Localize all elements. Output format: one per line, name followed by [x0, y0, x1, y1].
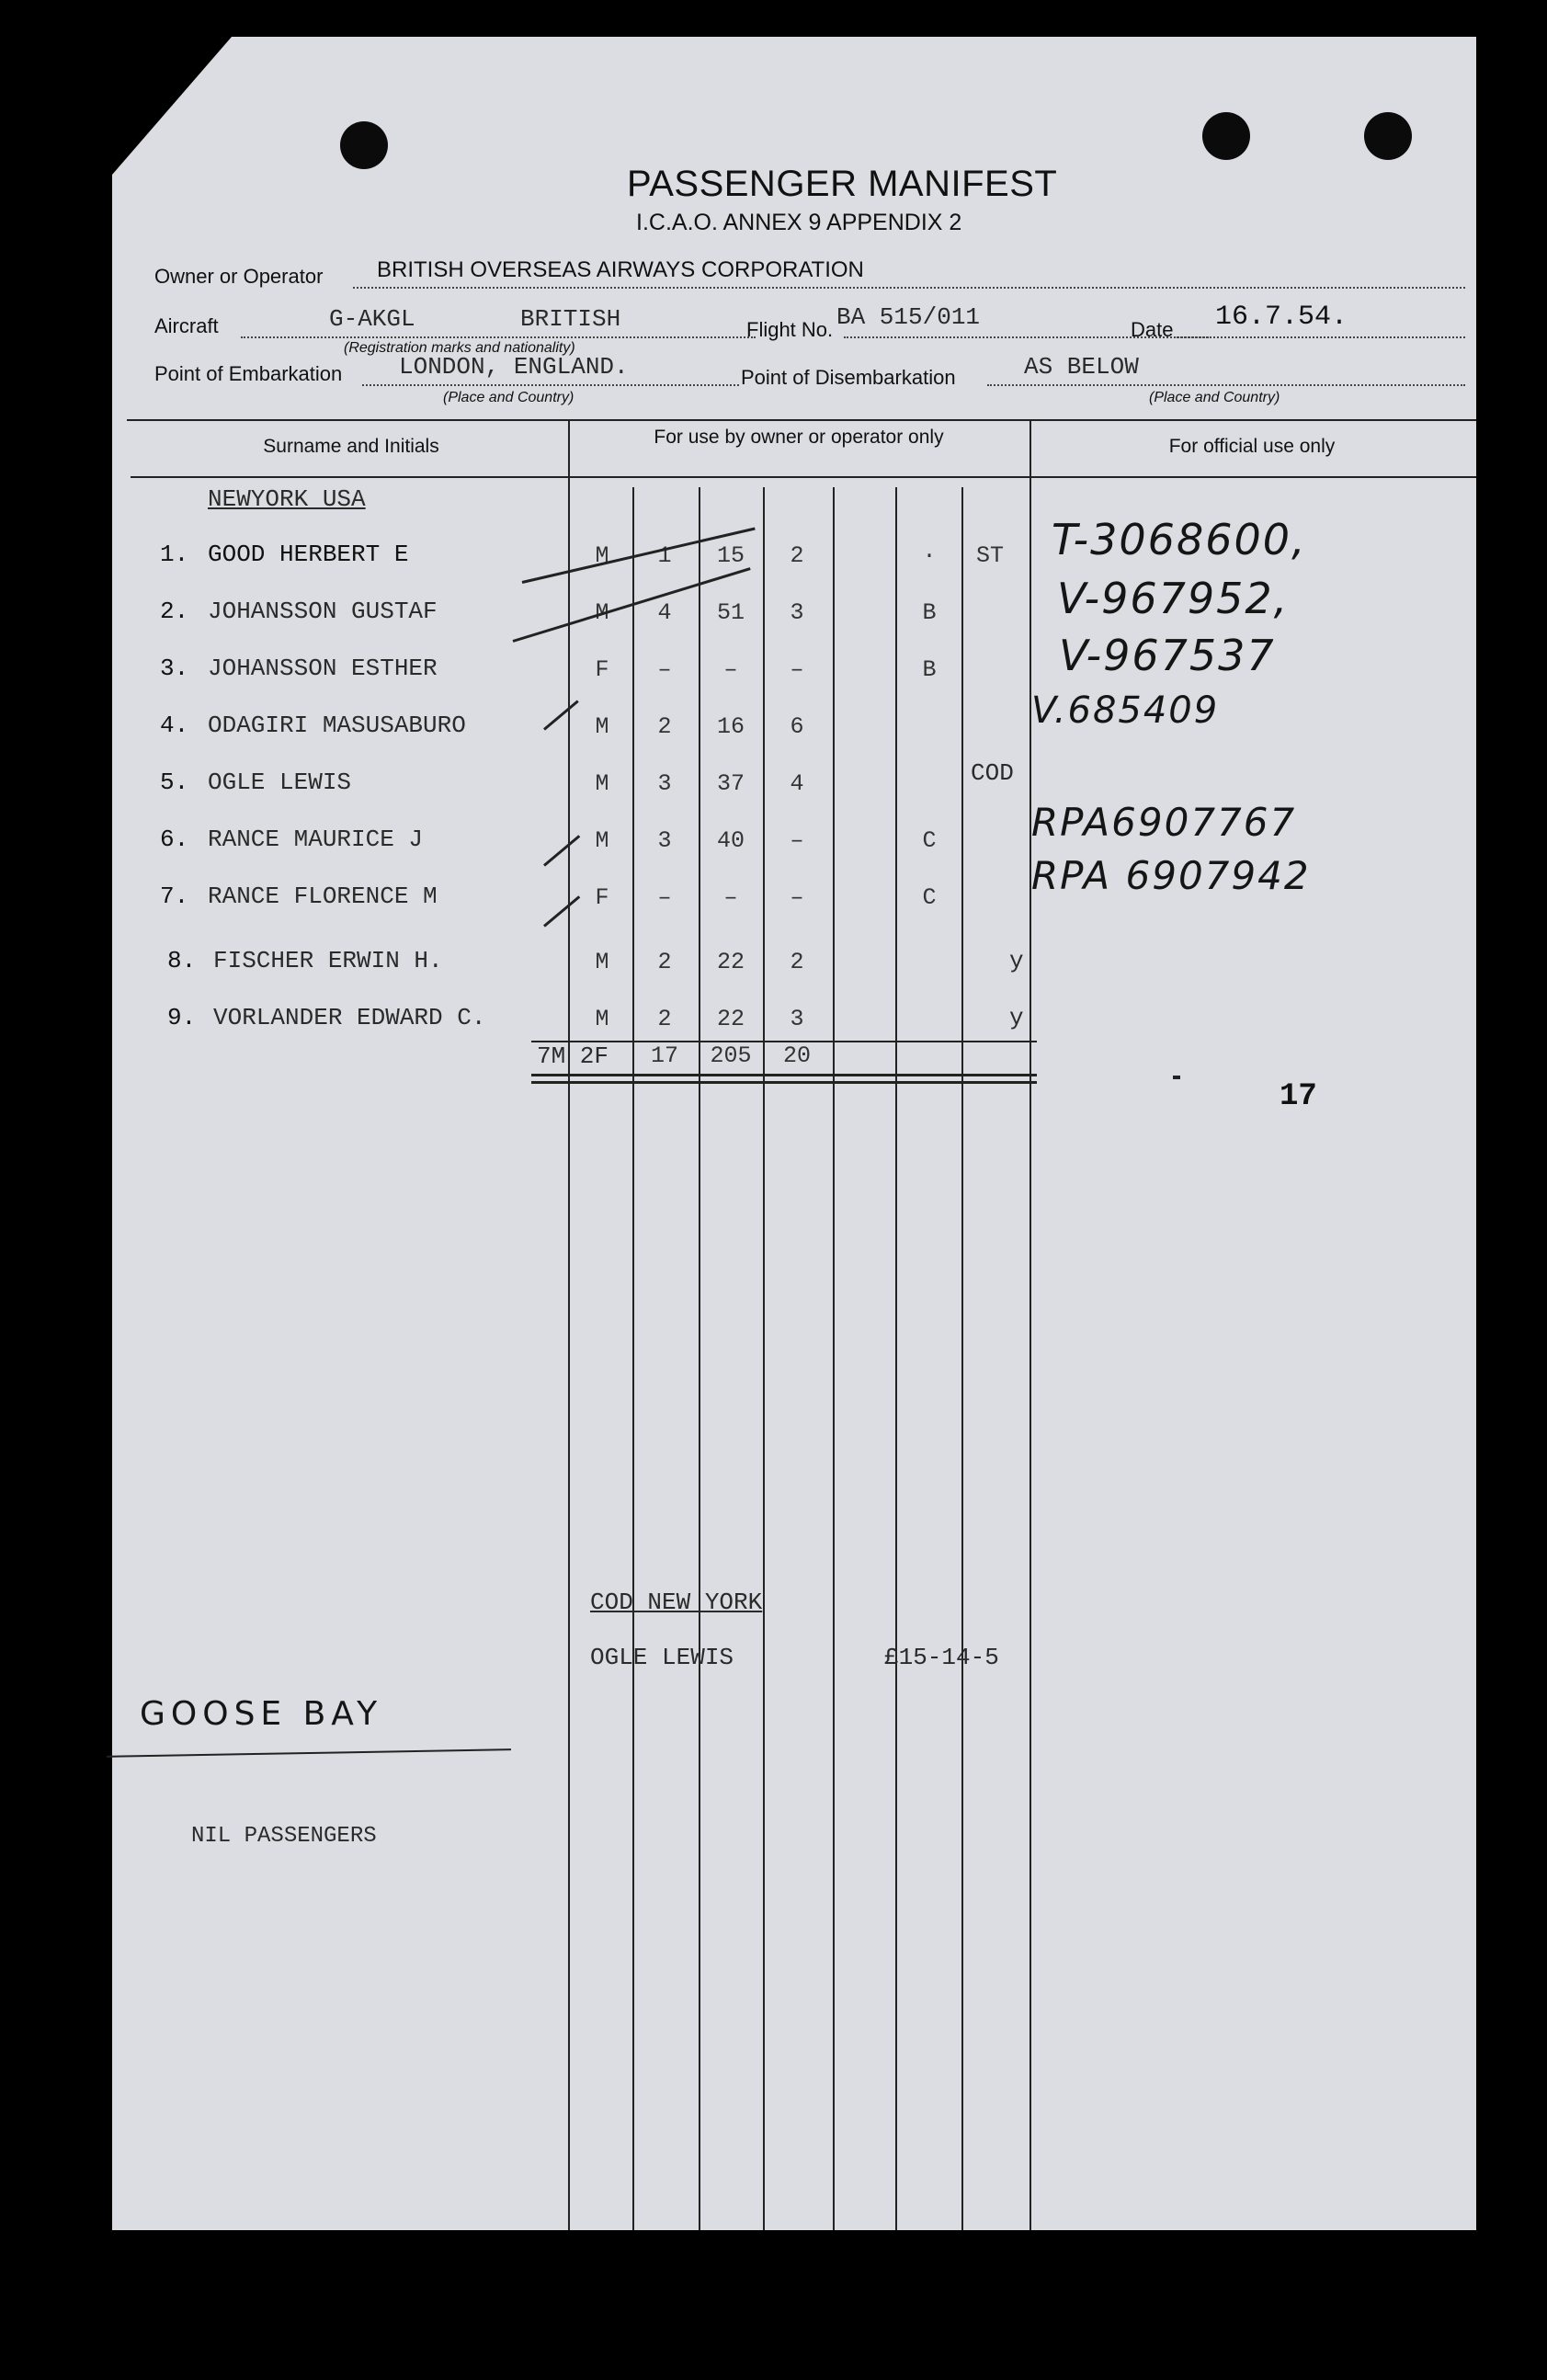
punch-hole-right	[1364, 112, 1412, 160]
col-divider-1	[632, 487, 634, 2230]
passenger-col3: –	[790, 656, 804, 683]
passenger-sex: F	[595, 884, 609, 911]
passenger-col2: –	[723, 884, 738, 911]
aircraft-line	[241, 336, 756, 338]
page-subtitle: I.C.A.O. ANNEX 9 APPENDIX 2	[636, 210, 962, 235]
passenger-col5: B	[922, 656, 937, 683]
date-value: 16.7.54.	[1215, 302, 1348, 333]
owner-label: Owner or Operator	[154, 265, 324, 288]
totals-double-rule-1	[531, 1074, 1037, 1076]
aircraft-registration: G-AKGL	[329, 305, 415, 333]
header-bottom-rule	[131, 476, 1476, 478]
embark-note: (Place and Country)	[443, 390, 574, 405]
passenger-col3: 4	[790, 770, 804, 797]
passenger-col5: C	[922, 827, 937, 854]
goose-bay-note: NIL PASSENGERS	[191, 1824, 377, 1849]
aircraft-nationality: BRITISH	[520, 305, 621, 333]
passenger-col2: –	[723, 656, 738, 683]
manifest-page	[112, 37, 1476, 2230]
passenger-col1: –	[657, 656, 672, 683]
totals-double-rule-2	[531, 1081, 1037, 1084]
col-divider-3	[763, 487, 765, 2230]
passenger-name: JOHANSSON ESTHER	[208, 655, 438, 682]
passenger-col5: B	[922, 599, 937, 626]
passenger-col3: 2	[790, 949, 804, 975]
col-divider-6	[961, 487, 963, 2230]
passenger-col3: 2	[790, 542, 804, 569]
passenger-col1: 2	[657, 713, 672, 740]
embark-value: LONDON, ENGLAND.	[399, 353, 629, 381]
passenger-name: FISCHER ERWIN H.	[213, 947, 443, 974]
passenger-col5: C	[922, 884, 937, 911]
disembark-value: AS BELOW	[1024, 353, 1139, 381]
tick-mark	[543, 895, 580, 927]
passenger-col3: –	[790, 884, 804, 911]
passenger-sex: M	[595, 949, 609, 975]
passenger-col2: 15	[716, 542, 745, 569]
official-number: V-967952,	[1057, 574, 1290, 623]
official-number: RPA 6907942	[1031, 853, 1311, 898]
passenger-name: ODAGIRI MASUSABURO	[208, 712, 466, 739]
cod-name: OGLE LEWIS	[590, 1644, 734, 1671]
col-head-official-use: For official use only	[1168, 436, 1336, 457]
disembark-label: Point of Disembarkation	[741, 366, 956, 389]
row-number: 8.	[167, 947, 197, 974]
passenger-col3: 6	[790, 713, 804, 740]
passenger-col2: 22	[716, 949, 745, 975]
official-number: V-967537	[1059, 631, 1276, 680]
date-label: Date	[1131, 318, 1174, 341]
cod-heading: COD NEW YORK	[590, 1589, 763, 1616]
tick-mark	[543, 835, 580, 866]
row-number: 4.	[160, 712, 189, 739]
passenger-col1: 1	[657, 542, 672, 569]
goose-bay-underline	[107, 1748, 511, 1758]
punch-hole-left	[340, 121, 388, 169]
row-number: 9.	[167, 1004, 197, 1031]
row-number: 5.	[160, 769, 189, 796]
passenger-col1: 3	[657, 827, 672, 854]
passenger-col6: y	[1009, 947, 1024, 974]
totals-col1: 17	[650, 1042, 678, 1069]
col-divider-4	[833, 487, 835, 2230]
passenger-name: RANCE FLORENCE M	[208, 883, 438, 910]
disembark-line	[987, 384, 1465, 386]
row-number: 6.	[160, 826, 189, 853]
passenger-col1: –	[657, 884, 672, 911]
passenger-col1: 2	[657, 949, 672, 975]
tick-mark	[543, 700, 579, 730]
passenger-name: RANCE MAURICE J	[208, 826, 424, 853]
passenger-sex: M	[595, 542, 609, 569]
col-head-owner-use: For use by owner or operator only	[654, 427, 944, 448]
punch-hole-mid	[1202, 112, 1250, 160]
passenger-name: GOOD HERBERT E	[208, 541, 409, 568]
col-divider-5	[895, 487, 897, 2230]
passenger-col1: 4	[657, 599, 672, 626]
owner-value: BRITISH OVERSEAS AIRWAYS CORPORATION	[377, 257, 864, 282]
table-top-rule	[127, 419, 1476, 421]
aircraft-note: (Registration marks and nationality)	[344, 340, 575, 356]
passenger-sex: M	[595, 713, 609, 740]
official-number: T-3068600,	[1052, 515, 1307, 564]
owner-line	[353, 287, 1465, 289]
row-number: 2.	[160, 598, 189, 625]
embark-line	[362, 384, 739, 386]
col-divider-2	[699, 487, 700, 2230]
passenger-col6: COD	[971, 759, 1014, 787]
flight-label: Flight No.	[746, 318, 834, 341]
passenger-col2: 40	[716, 827, 745, 854]
passenger-col3: –	[790, 827, 804, 854]
passenger-col2: 16	[716, 713, 745, 740]
passenger-col2: 22	[716, 1006, 745, 1032]
passenger-col3: 3	[790, 1006, 804, 1032]
passenger-sex: M	[595, 1006, 609, 1032]
totals-col2: 205	[710, 1042, 752, 1069]
passenger-col2: 37	[716, 770, 745, 797]
torn-corner	[112, 37, 232, 175]
passenger-sex: M	[595, 770, 609, 797]
passenger-sex: M	[595, 827, 609, 854]
official-number: V.685409	[1031, 689, 1220, 732]
destination-heading: NEWYORK USA	[208, 485, 366, 513]
col-divider-surname	[568, 421, 570, 2230]
passenger-name: OGLE LEWIS	[208, 769, 352, 796]
passenger-col6: ST	[975, 542, 1004, 569]
passenger-col1: 2	[657, 1006, 672, 1032]
passenger-col1: 3	[657, 770, 672, 797]
embark-label: Point of Embarkation	[154, 362, 343, 385]
aircraft-label: Aircraft	[154, 314, 219, 337]
passenger-sex: F	[595, 656, 609, 683]
stray-mark	[1173, 1076, 1180, 1079]
date-line	[1177, 336, 1465, 338]
page-title: PASSENGER MANIFEST	[627, 164, 1058, 204]
passenger-col2: 51	[716, 599, 745, 626]
totals-col3: 20	[782, 1042, 811, 1069]
row-number: 3.	[160, 655, 189, 682]
passenger-name: VORLANDER EDWARD C.	[213, 1004, 486, 1031]
official-total: 17	[1280, 1079, 1317, 1114]
flight-number: BA 515/011	[836, 303, 981, 331]
goose-bay-heading: GOOSE BAY	[140, 1695, 383, 1733]
passenger-col5: ·	[922, 542, 937, 569]
cod-amount: £15-14-5	[884, 1644, 999, 1671]
passenger-col3: 3	[790, 599, 804, 626]
passenger-sex: M	[595, 599, 609, 626]
passenger-name: JOHANSSON GUSTAF	[208, 598, 438, 625]
totals-sex: 7M 2F	[537, 1042, 609, 1070]
disembark-note: (Place and Country)	[1149, 390, 1280, 405]
col-head-surname: Surname and Initials	[263, 436, 439, 457]
row-number: 1.	[160, 541, 189, 568]
passenger-col6: y	[1009, 1004, 1024, 1031]
official-number: RPA6907767	[1031, 800, 1297, 845]
row-number: 7.	[160, 883, 189, 910]
